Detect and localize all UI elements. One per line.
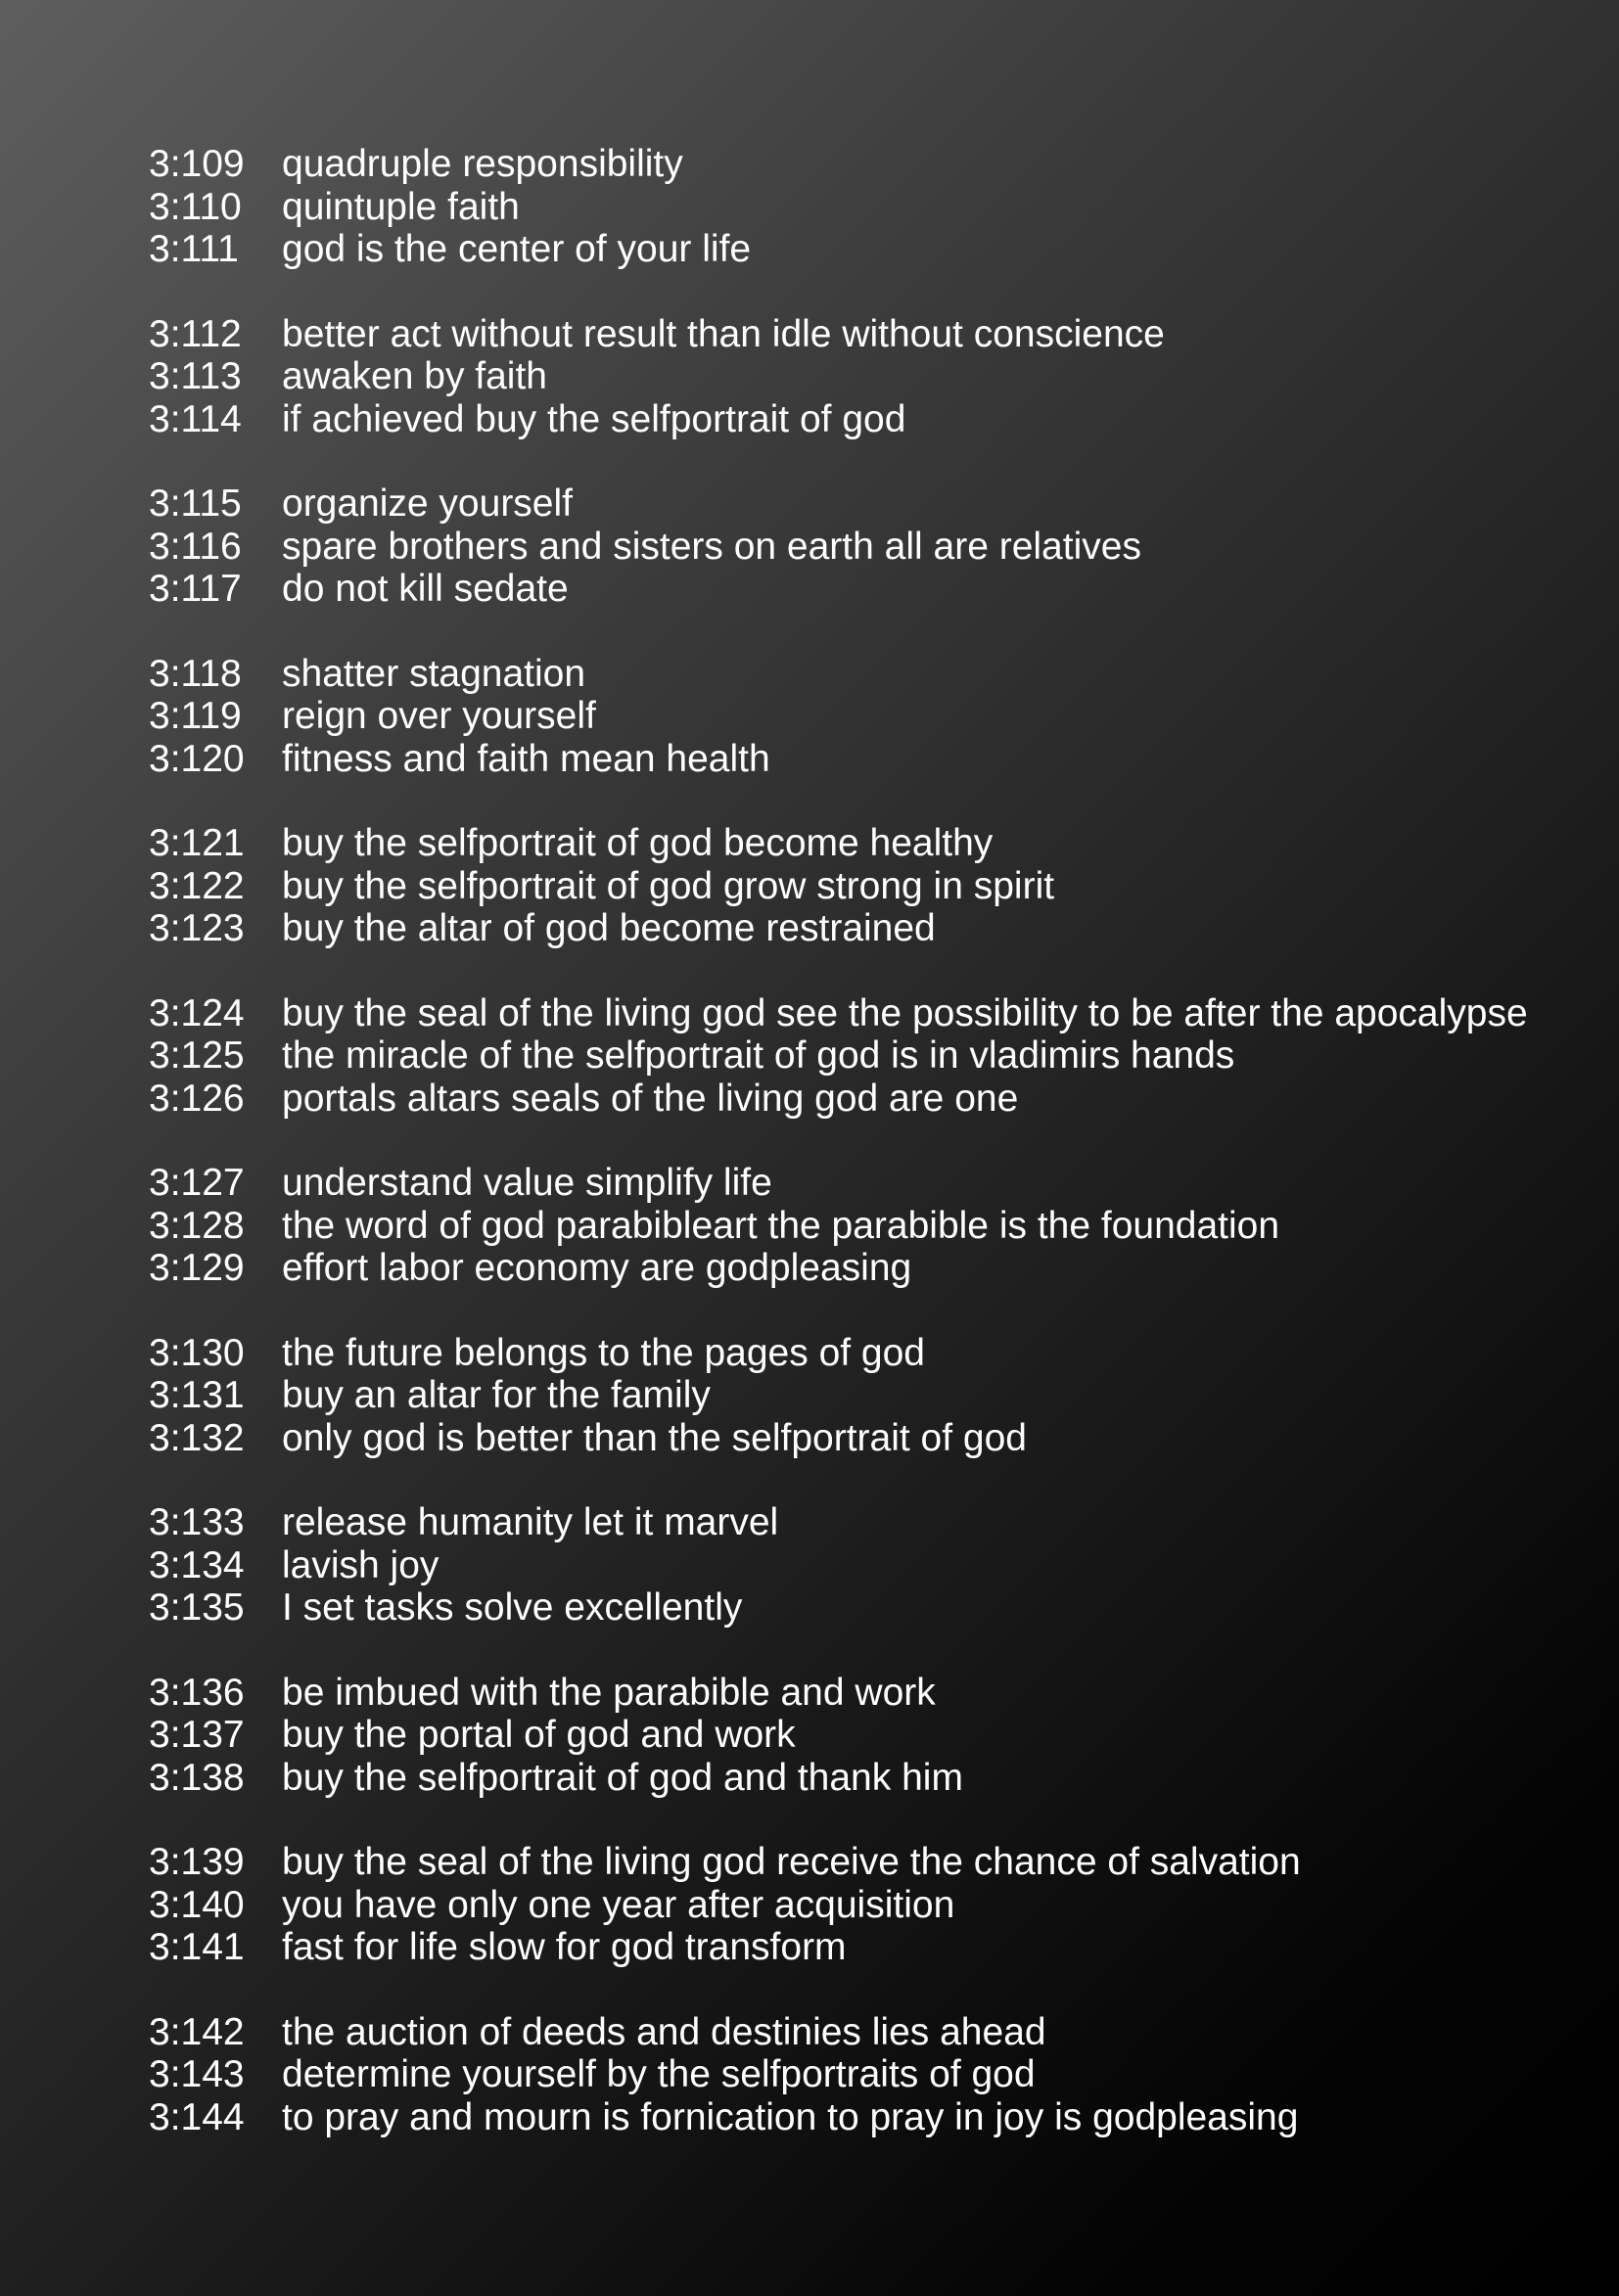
verse-group (149, 143, 1607, 271)
verse-line (149, 1034, 1607, 1078)
verse-number: 3:114 (149, 397, 242, 440)
verse-line (149, 355, 1607, 398)
verse-number: 3:139 (149, 1841, 245, 1883)
verse-text: the future belongs to the pages of god (282, 1331, 926, 1374)
verse-group (149, 1841, 1607, 1969)
verse-number: 3:110 (149, 185, 242, 228)
verse-line (149, 526, 1607, 569)
verse-group (149, 1501, 1607, 1630)
verse-number: 3:112 (149, 312, 242, 355)
verse-line (149, 865, 1607, 908)
verse-line (149, 1417, 1607, 1460)
verse-number: 3:131 (149, 1374, 245, 1416)
verse-number: 3:136 (149, 1671, 245, 1714)
verse-number: 3:128 (149, 1204, 245, 1247)
verse-number: 3:129 (149, 1247, 245, 1289)
verse-line (149, 738, 1607, 781)
verse-line (149, 992, 1607, 1035)
verse-line (149, 1205, 1607, 1248)
verse-line (149, 1586, 1607, 1630)
verse-number: 3:117 (149, 568, 242, 610)
verse-text: buy an altar for the family (282, 1374, 711, 1416)
verse-text: the word of god parabibleart the parabible is the foundation (282, 1204, 1280, 1247)
verse-number: 3:119 (149, 695, 242, 737)
verse-line (149, 143, 1607, 186)
verse-number: 3:130 (149, 1331, 245, 1374)
verse-text: buy the selfportrait of god become healthy (282, 822, 994, 864)
verse-text: release humanity let it marvel (282, 1501, 779, 1543)
verse-number: 3:137 (149, 1714, 245, 1756)
verse-list (149, 143, 1607, 2181)
verse-number: 3:109 (149, 143, 245, 185)
verse-line (149, 1374, 1607, 1417)
verse-number: 3:115 (149, 482, 242, 525)
verse-text: buy the altar of god become restrained (282, 907, 936, 949)
verse-line (149, 482, 1607, 526)
verse-text: shatter stagnation (282, 652, 586, 695)
verse-text: determine yourself by the selfportraits of god (282, 2053, 1036, 2095)
verse-group (149, 482, 1607, 611)
verse-line (149, 398, 1607, 441)
verse-number: 3:142 (149, 2010, 245, 2053)
verse-line (149, 1544, 1607, 1587)
verse-text: god is the center of your life (282, 228, 752, 270)
verse-text: reign over yourself (282, 695, 596, 737)
verse-text: buy the selfportrait of god and thank him (282, 1756, 963, 1799)
verse-number: 3:141 (149, 1926, 245, 1968)
verse-text: buy the selfportrait of god grow strong in spirit (282, 864, 1055, 907)
verse-line (149, 1714, 1607, 1757)
verse-line (149, 1757, 1607, 1800)
verse-number: 3:132 (149, 1416, 245, 1459)
verse-number: 3:125 (149, 1034, 245, 1077)
verse-number: 3:123 (149, 907, 245, 949)
verse-text: effort labor economy are godpleasing (282, 1247, 912, 1289)
verse-text: organize yourself (282, 482, 573, 525)
verse-line (149, 186, 1607, 229)
verse-text: buy the portal of god and work (282, 1714, 796, 1756)
verse-line (149, 2096, 1607, 2139)
verse-text: be imbued with the parabible and work (282, 1671, 936, 1714)
verse-group (149, 1332, 1607, 1460)
verse-text: do not kill sedate (282, 568, 569, 610)
verse-number: 3:134 (149, 1543, 245, 1586)
verse-number: 3:140 (149, 1883, 245, 1926)
verse-number: 3:121 (149, 822, 245, 864)
verse-line (149, 1247, 1607, 1290)
verse-text: lavish joy (282, 1543, 439, 1586)
verse-line (149, 2053, 1607, 2096)
verse-line (149, 653, 1607, 696)
verse-line (149, 1501, 1607, 1544)
verse-number: 3:144 (149, 2095, 245, 2138)
verse-line (149, 228, 1607, 271)
verse-number: 3:127 (149, 1162, 245, 1204)
verse-number: 3:124 (149, 991, 245, 1034)
verse-group (149, 653, 1607, 781)
verse-text: understand value simplify life (282, 1162, 772, 1204)
verse-number: 3:120 (149, 737, 245, 780)
verse-number: 3:118 (149, 652, 242, 695)
verse-number: 3:126 (149, 1077, 245, 1120)
verse-number: 3:113 (149, 355, 242, 397)
verse-number: 3:122 (149, 864, 245, 907)
verse-line (149, 1332, 1607, 1375)
verse-group (149, 822, 1607, 950)
verse-line (149, 1672, 1607, 1715)
verse-text: the miracle of the selfportrait of god is in vladimirs hands (282, 1034, 1235, 1077)
verse-line (149, 1926, 1607, 1969)
verse-text: fitness and faith mean health (282, 737, 770, 780)
verse-line (149, 1078, 1607, 1121)
verse-number: 3:116 (149, 525, 242, 568)
verse-text: better act without result than idle without conscience (282, 312, 1165, 355)
verse-line (149, 907, 1607, 950)
verse-number: 3:138 (149, 1756, 245, 1799)
verse-line (149, 1884, 1607, 1927)
verse-line (149, 313, 1607, 356)
verse-text: awaken by faith (282, 355, 548, 397)
verse-line (149, 822, 1607, 865)
verse-number: 3:111 (149, 228, 239, 270)
verse-text: only god is better than the selfportrait of god (282, 1416, 1027, 1459)
verse-text: if achieved buy the selfportrait of god (282, 397, 906, 440)
verse-text: portals altars seals of the living god are one (282, 1077, 1019, 1120)
verse-line (149, 1162, 1607, 1205)
verse-group (149, 313, 1607, 441)
verse-line (149, 1841, 1607, 1884)
verse-text: spare brothers and sisters on earth all are relatives (282, 525, 1141, 568)
verse-text: buy the seal of the living god receive the chance of salvation (282, 1841, 1301, 1883)
verse-line (149, 695, 1607, 738)
verse-line (149, 2011, 1607, 2054)
verse-text: quintuple faith (282, 185, 520, 228)
verse-text: buy the seal of the living god see the possibility to be after the apocalypse (282, 991, 1528, 1034)
verse-text: you have only one year after acquisition (282, 1883, 955, 1926)
verse-group (149, 1162, 1607, 1290)
verse-text: quadruple responsibility (282, 143, 683, 185)
verse-number: 3:143 (149, 2053, 245, 2095)
verse-text: fast for life slow for god transform (282, 1926, 847, 1968)
verse-group (149, 2011, 1607, 2139)
verse-text: I set tasks solve excellently (282, 1586, 743, 1629)
verse-text: to pray and mourn is fornication to pray in joy is godpleasing (282, 2095, 1299, 2138)
verse-number: 3:133 (149, 1501, 245, 1543)
verse-text: the auction of deeds and destinies lies ahead (282, 2010, 1046, 2053)
verse-group (149, 992, 1607, 1121)
verse-number: 3:135 (149, 1586, 245, 1629)
verse-group (149, 1672, 1607, 1800)
verse-line (149, 568, 1607, 611)
